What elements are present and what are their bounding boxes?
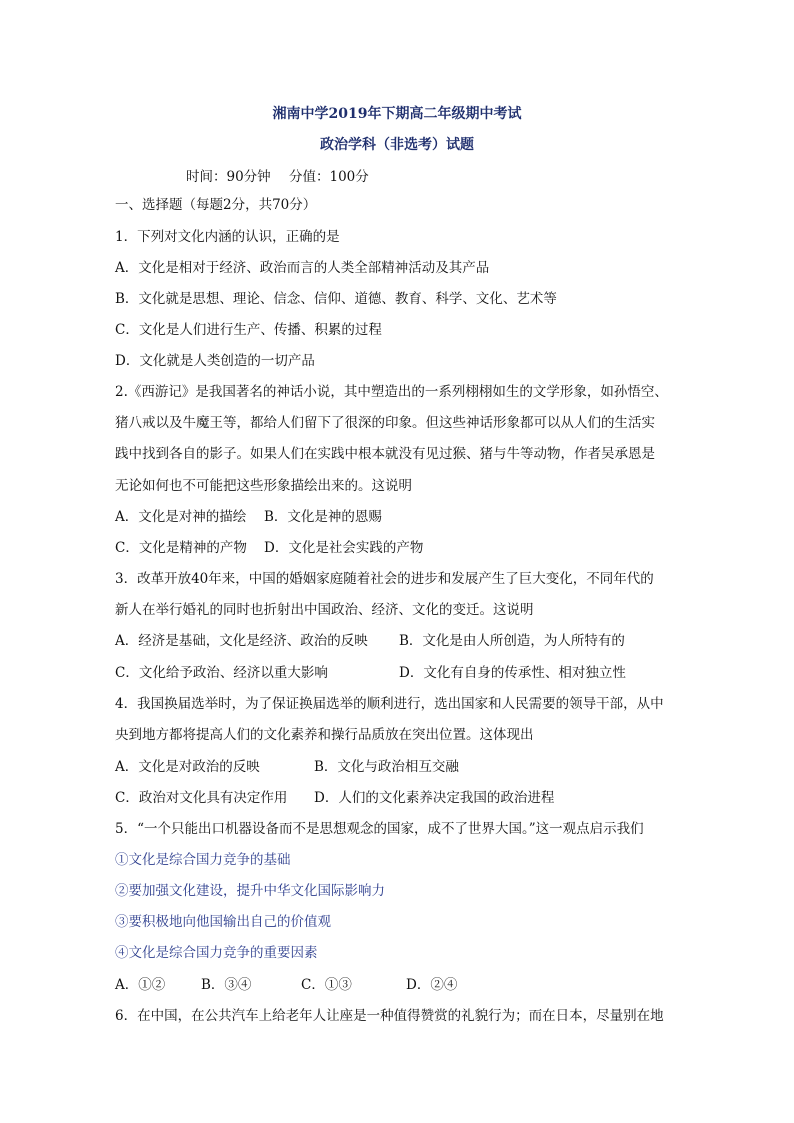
q5-option-b: B．③④ bbox=[201, 977, 252, 993]
q4-option-d: D．人们的文化素养决定我国的政治进程 bbox=[314, 790, 555, 806]
q6-line-1: 6．在中国，在公共汽车上给老年人让座是一种值得赞赏的礼貌行为；而在日本，尽量别在地 bbox=[115, 1008, 664, 1024]
q5-statement-2: ②要加强文化建设，提升中华文化国际影响力 bbox=[115, 883, 385, 899]
q2-options-cd bbox=[115, 538, 685, 558]
q3-options-ab bbox=[115, 631, 685, 651]
q5-options bbox=[115, 975, 685, 995]
q3-options-cd bbox=[115, 663, 685, 683]
q4-option-c: C．政治对文化具有决定作用 bbox=[115, 790, 288, 806]
q3-option-d: D．文化有自身的传承性、相对独立性 bbox=[399, 665, 626, 681]
q4-line-2: 央到地方都将提高人们的文化素养和操行品质放在突出位置。这体现出 bbox=[115, 727, 534, 743]
q4-option-a: A．文化是对政治的反映 bbox=[115, 759, 260, 775]
q4-options-cd bbox=[115, 788, 685, 808]
q5-option-c: C．①③ bbox=[301, 977, 352, 993]
q1-option-b: B．文化就是思想、理论、信念、信仰、道德、教育、科学、文化、艺术等 bbox=[115, 291, 557, 307]
q2-line-2: 猪八戒以及牛魔王等，都给人们留下了很深的印象。但这些神话形象都可以从人们的生活实 bbox=[115, 415, 655, 431]
q3-option-a: A．经济是基础，文化是经济、政治的反映 bbox=[115, 633, 368, 649]
exam-title: 湘南中学2019年下期高二年级期中考试 bbox=[272, 106, 522, 122]
q5-statement-1: ①文化是综合国力竞争的基础 bbox=[115, 852, 291, 868]
q5-option-d: D．②④ bbox=[406, 977, 458, 993]
q5-option-a: A．①② bbox=[115, 977, 166, 993]
q5-stem: 5．“一个只能出口机器设备而不是思想观念的国家，成不了世界大国。”这一观点启示我们 bbox=[115, 821, 644, 837]
q2-line-1: 2.《西游记》是我国著名的神话小说，其中塑造出的一系列栩栩如生的文学形象，如孙悟空、 bbox=[115, 384, 668, 400]
q3-line-2: 新人在举行婚礼的同时也折射出中国政治、经济、文化的变迁。这说明 bbox=[115, 602, 534, 618]
q4-option-b: B．文化与政治相互交融 bbox=[314, 759, 459, 775]
section-heading: 一、选择题（每题2分，共70分） bbox=[115, 197, 317, 213]
exam-time: 时间：90分钟 bbox=[186, 169, 271, 185]
q4-line-1: 4．我国换届选举时，为了保证换届选举的顺利进行，选出国家和人民需要的领导干部，从中 bbox=[115, 696, 664, 712]
exam-score: 分值：100分 bbox=[288, 169, 369, 185]
q3-line-1: 3．改革开放40年来，中国的婚姻家庭随着社会的进步和发展产生了巨大变化，不同年代的 bbox=[115, 571, 654, 587]
q2-option-b: B．文化是神的恩赐 bbox=[264, 509, 382, 525]
exam-subtitle: 政治学科（非选考）试题 bbox=[320, 137, 474, 153]
q1-option-c: C．文化是人们进行生产、传播、积累的过程 bbox=[115, 322, 382, 338]
exam-meta bbox=[186, 165, 383, 185]
q4-options-ab bbox=[115, 757, 685, 777]
q3-option-b: B．文化是由人所创造，为人所特有的 bbox=[399, 633, 625, 649]
q5-statement-3: ③要积极地向他国输出自己的价值观 bbox=[115, 914, 331, 930]
q3-option-c: C．文化给予政治、经济以重大影响 bbox=[115, 665, 328, 681]
q5-statement-4: ④文化是综合国力竞争的重要因素 bbox=[115, 945, 318, 961]
q2-option-d: D．文化是社会实践的产物 bbox=[264, 540, 424, 556]
q1-stem: 1．下列对文化内涵的认识，正确的是 bbox=[115, 229, 340, 245]
q1-option-d: D．文化就是人类创造的一切产品 bbox=[115, 353, 315, 369]
q2-option-c: C．文化是精神的产物 bbox=[115, 540, 247, 556]
q2-line-4: 无论如何也不可能把这些形象描绘出来的。这说明 bbox=[115, 478, 412, 494]
q2-line-3: 践中找到各自的影子。如果人们在实践中根本就没有见过猴、猪与牛等动物，作者吴承恩是 bbox=[115, 446, 655, 462]
q1-option-a: A．文化是相对于经济、政治而言的人类全部精神活动及其产品 bbox=[115, 260, 490, 276]
q2-option-a: A．文化是对神的描绘 bbox=[115, 509, 247, 525]
q2-options-ab bbox=[115, 507, 685, 527]
